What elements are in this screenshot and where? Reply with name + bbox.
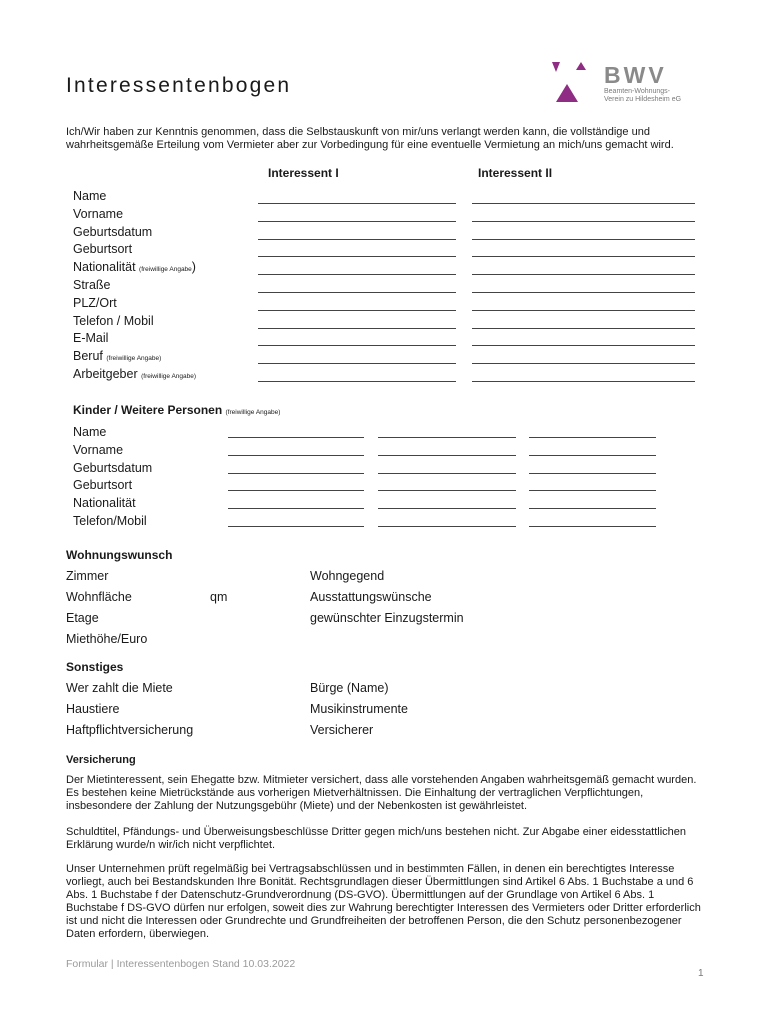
- versicherung-paragraph-1: Der Mietinteressent, sein Ehegatte bzw. Mitmieter versichert, dass alle vorstehenden Angaben wahrheitsgemäß gemacht wurden. Es bestehen keine Mietrückstände aus vorherigen Mietverhältnissen. Die Einhaltung der vertraglichen Verpflichtungen, insbesondere der Zahlung der Nutzungsgebühr (Miete) und der Nebenkosten ist gewährleistet.: [66, 774, 697, 812]
- person-2-input-line[interactable]: [378, 508, 516, 509]
- field-label-text: Telefon / Mobil: [73, 313, 154, 328]
- kinder-field-label: Nationalität: [73, 496, 136, 511]
- interessent-2-input-line[interactable]: [472, 256, 695, 257]
- zimmer-label: Zimmer: [66, 569, 109, 583]
- interessent-2-input-line[interactable]: [472, 310, 695, 311]
- haftpflicht-label: Haftpflichtversicherung: [66, 723, 194, 737]
- person-1-input-line[interactable]: [228, 473, 364, 474]
- person-2-input-line[interactable]: [378, 455, 516, 456]
- kinder-heading: [73, 403, 280, 417]
- ausstattung-label: Ausstattungswünsche: [310, 590, 432, 604]
- field-label: [73, 349, 161, 363]
- page-title: Interessentenbogen: [66, 74, 292, 97]
- field-note-suffix: ): [191, 260, 196, 275]
- interessent-1-input-line[interactable]: [258, 310, 456, 311]
- wohnungswunsch-heading: Wohnungswunsch: [66, 548, 173, 562]
- interessent-2-input-line[interactable]: [472, 381, 695, 382]
- interessent-1-input-line[interactable]: [258, 345, 456, 346]
- column-interessent-1: Interessent I: [268, 166, 339, 180]
- interessent-1-input-line[interactable]: [258, 203, 456, 204]
- field-label-text: E-Mail: [73, 331, 109, 346]
- field-label-text: Straße: [73, 278, 111, 292]
- field-label-text: Nationalität: [73, 260, 136, 275]
- intro-text: Ich/Wir haben zur Kenntnis genommen, dass die Selbstauskunft von mir/uns verlangt werden kann, die vollständige und wahrheitsgemäße Erteilung vom Vermieter aber zur Vorbedingung für eine eventuelle Vermietung an mich/uns gemacht wird.: [66, 126, 674, 151]
- kinder-field-label: Geburtsdatum: [73, 460, 153, 475]
- miethoehe-label: Miethöhe/Euro: [66, 632, 148, 646]
- field-label-text: Geburtsdatum: [73, 224, 153, 239]
- person-1-input-line[interactable]: [228, 508, 364, 509]
- field-label: [73, 207, 123, 221]
- person-2-input-line[interactable]: [378, 473, 516, 474]
- versicherer-label: Versicherer: [310, 723, 374, 737]
- bwv-logo: [546, 60, 696, 106]
- etage-label: Etage: [66, 611, 99, 625]
- field-label: [73, 189, 106, 203]
- field-label: [73, 242, 132, 256]
- musikinstrumente-label: Musikinstrumente: [310, 702, 408, 716]
- field-label-text: Vorname: [73, 206, 124, 221]
- person-3-input-line[interactable]: [529, 490, 656, 491]
- person-1-input-line[interactable]: [228, 455, 364, 456]
- kinder-field-label: Name: [73, 425, 107, 439]
- column-interessent-2: Interessent II: [478, 166, 553, 180]
- person-1-input-line[interactable]: [228, 490, 364, 491]
- person-3-input-line[interactable]: [529, 526, 656, 527]
- person-3-input-line[interactable]: [529, 473, 656, 474]
- interessent-1-input-line[interactable]: [258, 239, 456, 240]
- field-label: [73, 225, 152, 239]
- field-note: (freiwillige Angabe): [141, 373, 197, 380]
- person-1-input-line[interactable]: [228, 526, 364, 527]
- field-label-text: Arbeitgeber: [73, 367, 138, 381]
- interessent-1-input-line[interactable]: [258, 274, 456, 275]
- field-label-text: Name: [73, 189, 107, 203]
- interessent-1-input-line[interactable]: [258, 363, 456, 364]
- buerge-label: Bürge (Name): [310, 681, 389, 695]
- kinder-field-label: Vorname: [73, 442, 124, 457]
- footer-text: Formular | Interessentenbogen Stand 10.03.2022: [66, 958, 296, 970]
- field-label: [73, 331, 108, 345]
- interessent-1-input-line[interactable]: [258, 221, 456, 222]
- kinder-heading-text: Kinder / Weitere Personen: [73, 403, 223, 417]
- logo-triangles-icon: [546, 60, 602, 106]
- field-label-text: PLZ/Ort: [73, 295, 117, 310]
- versicherung-paragraph-3: Unser Unternehmen prüft regelmäßig bei Vertragsabschlüssen und in bestimmten Fällen, in denen ein berechtigtes Interesse vorliegt, auch bei Bestandskunden Ihre Bonität. Rechtsgrundlagen dieser Übermittlungen sind Artikel 6 Abs. 1 Buchstabe a und 6 Abs. 1 Buchstabe f der Datenschutz-Grundverordnung (DS-GVO). Übermittlungen auf der Grundlage von Artikel 6 Abs. 1 Buchstabe f DS-GVO dürfen nur erfolgen, soweit dies zur Wahrung berechtigter Interessen des Vermieters oder Dritter erforderlich ist und nicht die Interessen oder Grundrechte und Grundfreiheiten der betroffenen Person, die den Schutz personenbezogener Daten erfordern, überwiegen.: [66, 863, 701, 940]
- einzugstermin-label: gewünschter Einzugstermin: [310, 611, 464, 625]
- wohngegend-label: Wohngegend: [310, 569, 385, 583]
- field-label: [73, 260, 196, 274]
- person-3-input-line[interactable]: [529, 508, 656, 509]
- kinder-note: (freiwillige Angabe): [225, 409, 281, 416]
- versicherung-paragraph-2: Schuldtitel, Pfändungs- und Überweisungsbeschlüsse Dritter gegen mich/uns bestehen nicht. Zur Abgabe einer eidesstattlichen Erklärung wurde/n wir/ich nicht verpflichtet.: [66, 826, 687, 851]
- person-2-input-line[interactable]: [378, 437, 516, 438]
- logo-wordmark: BWV: [604, 62, 667, 88]
- interessent-1-input-line[interactable]: [258, 292, 456, 293]
- interessent-2-input-line[interactable]: [472, 328, 695, 329]
- kinder-field-label: Telefon/Mobil: [73, 514, 147, 528]
- interessent-2-input-line[interactable]: [472, 363, 695, 364]
- wohnflaeche-label: Wohnfläche: [66, 590, 132, 604]
- interessent-1-input-line[interactable]: [258, 328, 456, 329]
- logo-subtitle: Beamten-Wohnungs- Verein zu Hildesheim eG: [604, 88, 682, 103]
- person-1-input-line[interactable]: [228, 437, 364, 438]
- page-number: 1: [698, 968, 704, 979]
- interessent-1-input-line[interactable]: [258, 256, 456, 257]
- qm-unit: qm: [210, 590, 228, 604]
- miete-zahler-label: Wer zahlt die Miete: [66, 681, 173, 695]
- versicherung-heading: Versicherung: [66, 754, 136, 766]
- interessent-2-input-line[interactable]: [472, 239, 695, 240]
- interessent-2-input-line[interactable]: [472, 292, 695, 293]
- field-label: [73, 367, 196, 381]
- field-note: (freiwillige Angabe): [106, 355, 162, 363]
- interessent-2-input-line[interactable]: [472, 221, 695, 222]
- field-label: [73, 278, 111, 292]
- interessent-2-input-line[interactable]: [472, 345, 695, 346]
- kinder-field-label: Geburtsort: [73, 478, 133, 493]
- person-2-input-line[interactable]: [378, 490, 516, 491]
- sonstiges-heading: Sonstiges: [66, 660, 124, 674]
- interessent-1-input-line[interactable]: [258, 381, 456, 382]
- field-label: [73, 314, 154, 328]
- haustiere-label: Haustiere: [66, 702, 120, 716]
- field-note: (freiwillige Angabe: [139, 266, 192, 274]
- field-label-text: Beruf: [73, 349, 103, 364]
- field-label: [73, 296, 117, 310]
- interessent-2-input-line[interactable]: [472, 274, 695, 275]
- interessent-2-input-line[interactable]: [472, 203, 695, 204]
- person-2-input-line[interactable]: [378, 526, 516, 527]
- field-label-text: Geburtsort: [73, 242, 133, 257]
- person-3-input-line[interactable]: [529, 455, 656, 456]
- person-3-input-line[interactable]: [529, 437, 656, 438]
